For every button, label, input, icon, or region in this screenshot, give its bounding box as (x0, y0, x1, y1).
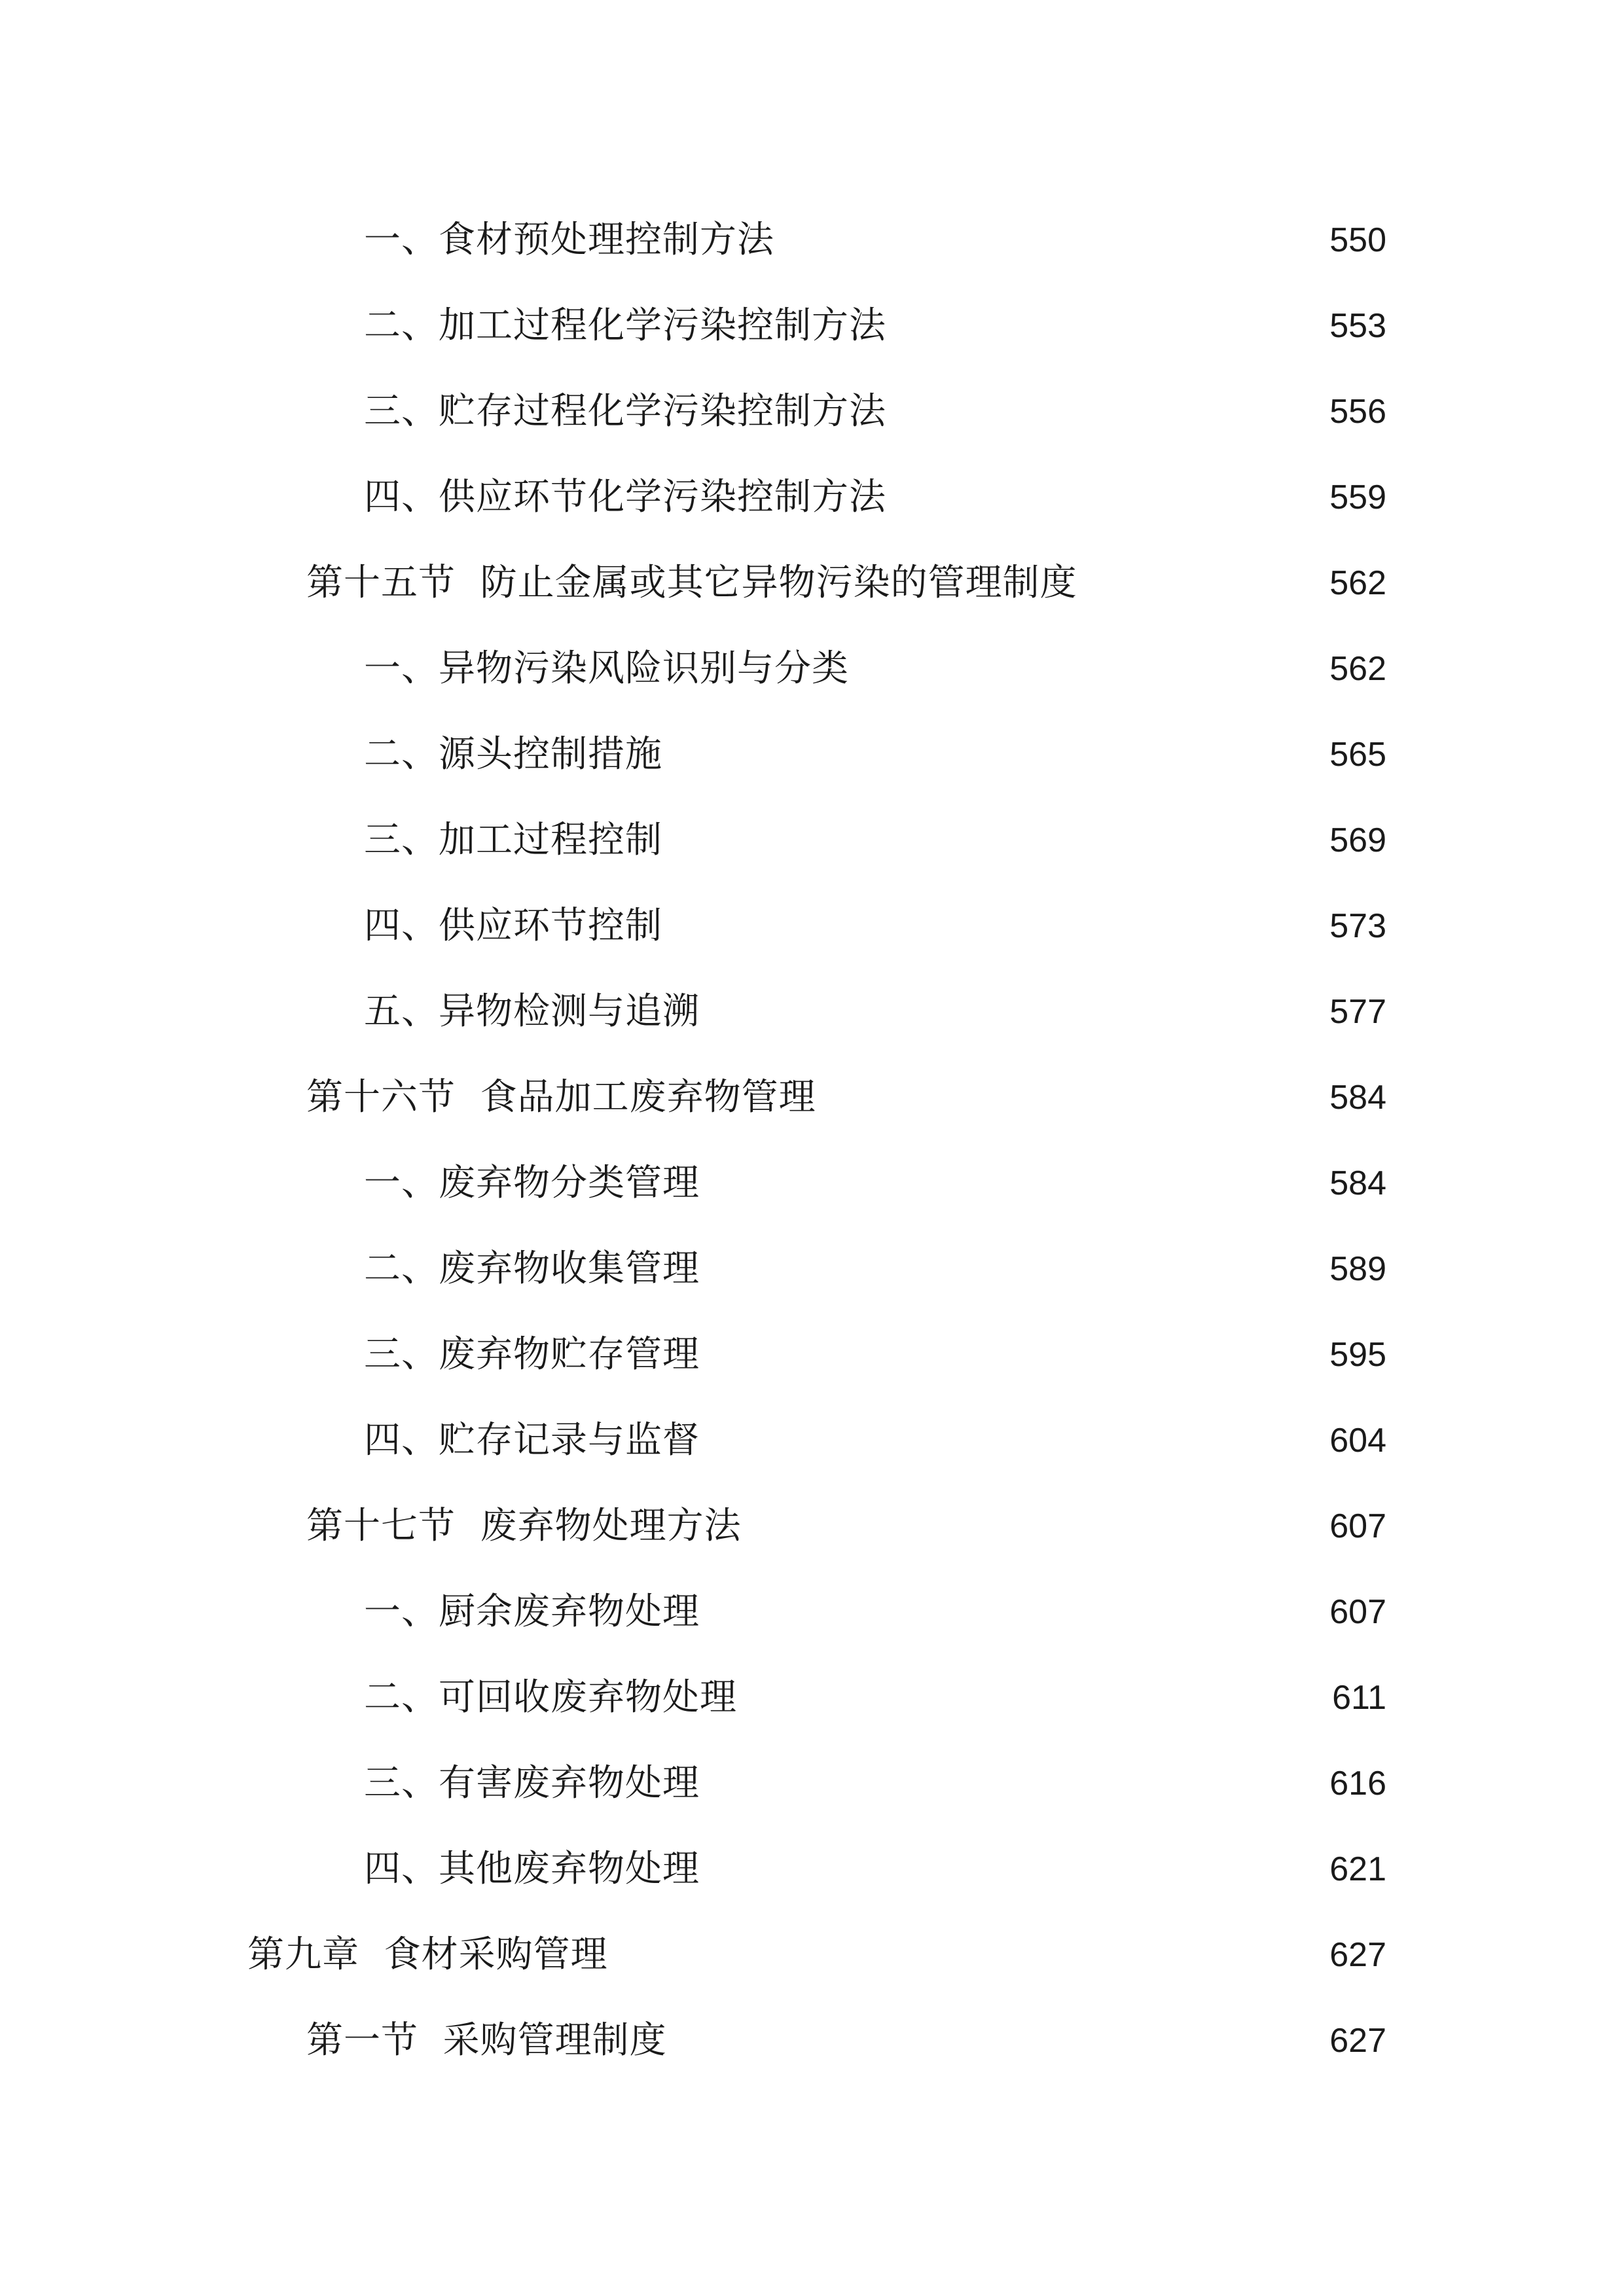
toc-entry-page-number: 550 (1329, 221, 1386, 259)
toc-entry-title: 四、其他废弃物处理 (364, 1848, 700, 1890)
toc-entry-page-number: 627 (1329, 1936, 1386, 1974)
toc-entry-chapter[interactable] (0, 1922, 1624, 1988)
toc-entry-title: 一、厨余废弃物处理 (364, 1590, 700, 1633)
toc-entry-title: 三、废弃物贮存管理 (364, 1333, 700, 1376)
toc-entry-title: 一、废弃物分类管理 (364, 1162, 700, 1204)
toc-entry-item[interactable] (0, 1151, 1624, 1216)
toc-entry-page-number: 569 (1329, 821, 1386, 859)
toc-entry-page-number: 604 (1329, 1422, 1386, 1460)
toc-entry-page-number: 621 (1329, 1850, 1386, 1888)
toc-entry-item[interactable] (0, 808, 1624, 873)
toc-entry-title: 二、可回收废弃物处理 (364, 1676, 737, 1719)
toc-entry-page-number: 553 (1329, 307, 1386, 345)
toc-entry-page-number: 616 (1329, 1765, 1386, 1803)
toc-entry-item[interactable] (0, 293, 1624, 359)
toc-entry-page-number: 562 (1329, 564, 1386, 602)
toc-entry-title: 三、加工过程控制 (364, 819, 662, 861)
toc-entry-section[interactable] (0, 1494, 1624, 1559)
toc-entry-item[interactable] (0, 636, 1624, 702)
toc-entry-title: 一、异物污染风险识别与分类 (364, 647, 849, 690)
toc-entry-item[interactable] (0, 1837, 1624, 1902)
toc-entry-title: 四、供应环节化学污染控制方法 (364, 476, 886, 518)
toc-entry-section[interactable] (0, 2008, 1624, 2073)
toc-entry-page-number: 556 (1329, 393, 1386, 431)
toc-entry-title: 二、加工过程化学污染控制方法 (364, 304, 886, 347)
toc-entry-page-number: 611 (1332, 1679, 1386, 1717)
toc-entry-page-number: 584 (1329, 1164, 1386, 1202)
toc-entry-page-number: 607 (1329, 1507, 1386, 1545)
toc-entry-title: 四、贮存记录与监督 (364, 1419, 700, 1462)
toc-entry-page-number: 589 (1329, 1250, 1386, 1288)
toc-entry-item[interactable] (0, 722, 1624, 787)
toc-entry-title: 第十六节 食品加工废弃物管理 (306, 1076, 816, 1119)
toc-entry-item[interactable] (0, 207, 1624, 273)
toc-entry-title: 二、废弃物收集管理 (364, 1247, 700, 1290)
toc-entry-title: 三、贮存过程化学污染控制方法 (364, 390, 886, 433)
toc-entry-item[interactable] (0, 465, 1624, 530)
toc-entry-item[interactable] (0, 1408, 1624, 1473)
toc-entry-section[interactable] (0, 1065, 1624, 1130)
toc-entry-title: 五、异物检测与追溯 (364, 990, 700, 1033)
toc-entry-page-number: 627 (1329, 2022, 1386, 2060)
toc-entry-title: 一、食材预处理控制方法 (364, 219, 774, 261)
toc-entry-page-number: 607 (1329, 1593, 1386, 1631)
toc-entry-item[interactable] (0, 379, 1624, 444)
toc-entry-page-number: 573 (1329, 907, 1386, 945)
toc-entry-page-number: 577 (1329, 993, 1386, 1031)
toc-entry-title: 第十七节 废弃物处理方法 (306, 1505, 742, 1547)
toc-entry-item[interactable] (0, 1236, 1624, 1302)
toc-entry-page-number: 559 (1329, 478, 1386, 516)
toc-entry-item[interactable] (0, 979, 1624, 1045)
toc-entry-item[interactable] (0, 893, 1624, 959)
toc-entry-title: 三、有害废弃物处理 (364, 1762, 700, 1804)
toc-entry-title: 第一节 采购管理制度 (306, 2019, 667, 2062)
toc-entry-page-number: 565 (1329, 736, 1386, 774)
toc-entry-title: 四、供应环节控制 (364, 905, 662, 947)
toc-entry-item[interactable] (0, 1322, 1624, 1388)
toc-entry-title: 二、源头控制措施 (364, 733, 662, 776)
toc-entry-item[interactable] (0, 1751, 1624, 1816)
toc-entry-section[interactable] (0, 550, 1624, 616)
toc-entry-title: 第九章 食材采购管理 (247, 1933, 608, 1976)
toc-entry-page-number: 595 (1329, 1336, 1386, 1374)
toc-entry-page-number: 584 (1329, 1079, 1386, 1117)
toc-entry-page-number: 562 (1329, 650, 1386, 688)
toc-entry-item[interactable] (0, 1579, 1624, 1645)
toc-entry-title: 第十五节 防止金属或其它异物污染的管理制度 (306, 562, 1077, 604)
toc-entry-item[interactable] (0, 1665, 1624, 1731)
